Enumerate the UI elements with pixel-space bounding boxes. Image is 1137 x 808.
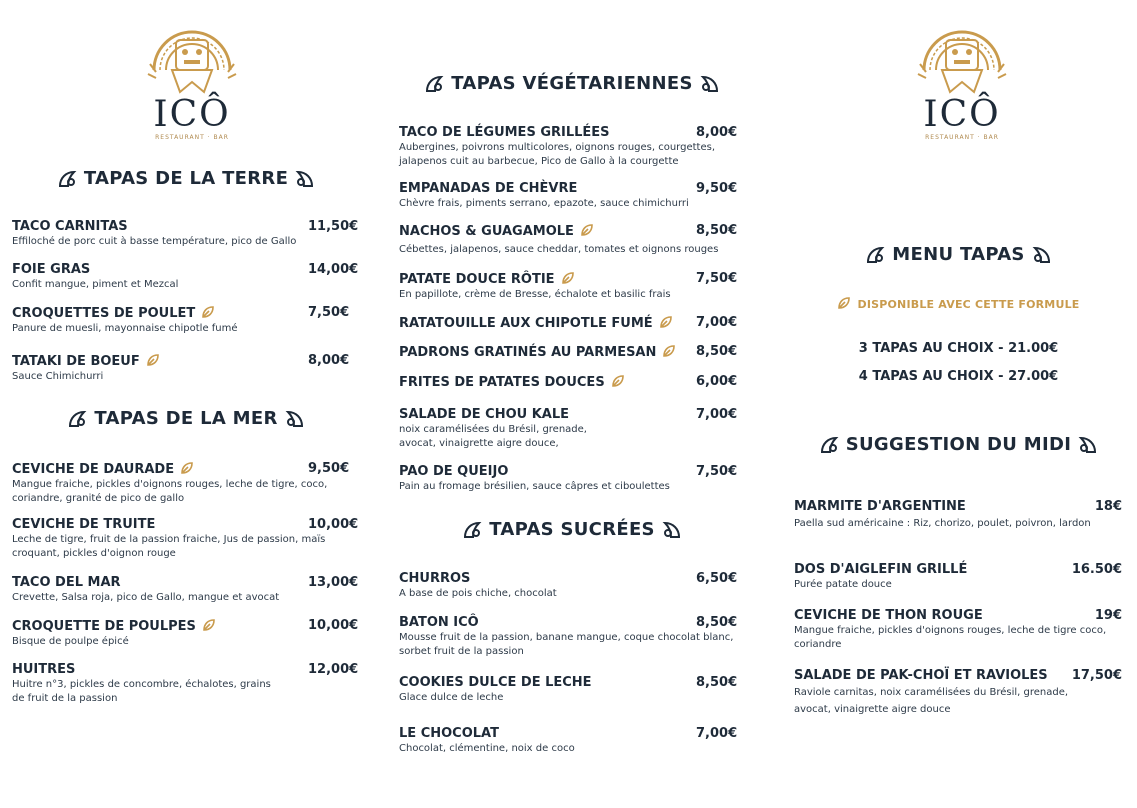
chili-ornament-icon: [864, 244, 886, 266]
item-desc: Crevette, Salsa roja, pico de Gallo, mangue et avocat: [12, 592, 280, 603]
section-title-sucrees: TAPAS SUCRÉES: [386, 519, 758, 541]
item-price: 12,00€: [308, 662, 359, 677]
menu-item: [399, 315, 744, 332]
item-desc: Effiloché de porc cuit à basse température, pico de Gallo: [12, 236, 297, 247]
item-desc: Aubergines, poivrons multicolores, oignons rouges, courgettes, jalapenos cuit au barbecue, Pico de Gallo à la courgette: [399, 142, 715, 167]
item-price: 7,00€: [696, 726, 738, 741]
item-name: FOIE GRAS: [12, 262, 91, 277]
item-desc: Huitre n°3, pickles de concombre, échalotes, grains de fruit de la passion: [12, 679, 271, 704]
item-price: 7,00€: [696, 407, 738, 422]
item-desc: Sauce Chimichurri: [12, 371, 104, 382]
chili-ornament-icon: [56, 168, 78, 190]
chili-ornament-icon: [661, 519, 683, 541]
item-price: 18€: [1094, 499, 1122, 514]
logo: [907, 12, 1017, 142]
item-price: 10,00€: [308, 618, 359, 633]
menu-item: [399, 344, 744, 361]
brand-tagline: RESTAURANT · BAR: [155, 134, 229, 141]
chili-ornament-icon: [1031, 244, 1053, 266]
menu-item: [12, 219, 359, 249]
inca-mask-logo-icon: [144, 12, 240, 98]
brand-name: ICÔ: [153, 94, 231, 135]
item-desc: Purée patate douce: [794, 579, 892, 590]
item-name: NACHOS & GUAGAMOLE: [399, 224, 574, 239]
item-price: 7,50€: [308, 305, 350, 320]
item-desc: Pain au fromage brésilien, sauce câpres et ciboulettes: [399, 481, 670, 492]
menu-item: [399, 675, 744, 705]
item-price: 7,50€: [696, 271, 738, 286]
menu-item: [794, 499, 1122, 532]
item-price: 7,50€: [696, 464, 738, 479]
item-desc: Paella sud américaine : Riz, chorizo, poulet, poivron, lardon: [794, 518, 1091, 529]
item-name: SALADE DE CHOU KALE: [399, 407, 570, 422]
menu-item: [399, 726, 744, 756]
item-name: CEVICHE DE TRUITE: [12, 517, 156, 532]
item-price: 7,00€: [696, 315, 738, 330]
tapas-choice: 3 TAPAS AU CHOIX - 21.00€: [858, 341, 1059, 356]
item-desc: Mangue fraiche, pickles d'oignons rouges, leche de tigre, coco, coriandre, granité de pico de gallo: [12, 479, 328, 504]
item-desc: Chèvre frais, piments serrano, epazote, sauce chimichurri: [399, 198, 689, 209]
chili-ornament-icon: [294, 168, 316, 190]
item-name: PATATE DOUCE RÔTIE: [399, 272, 555, 287]
section-title-midi: SUGGESTION DU MIDI: [780, 434, 1137, 456]
menu-item: [794, 562, 1122, 592]
item-desc: Leche de tigre, fruit de la passion fraiche, Jus de passion, maïs croquant, pickles d'oignon rouge: [12, 534, 326, 559]
menu-item: [12, 262, 359, 292]
section-title-vegetariennes: TAPAS VÉGÉTARIENNES: [386, 73, 758, 95]
menu-item: [794, 608, 1122, 652]
item-name: MARMITE D'ARGENTINE: [794, 499, 966, 514]
item-name: CEVICHE DE THON ROUGE: [794, 608, 983, 623]
menu-item: [12, 662, 359, 706]
item-price: 6,00€: [696, 374, 738, 389]
item-name: CHURROS: [399, 571, 471, 586]
item-desc: Mangue fraiche, pickles d'oignons rouges, leche de tigre coco, coriandre: [794, 625, 1107, 650]
menu-item: [12, 305, 352, 336]
formula-note: DISPONIBLE AVEC CETTE FORMULE: [780, 296, 1137, 311]
item-name: CROQUETTE DE POULPES: [12, 619, 196, 634]
item-name: EMPANADAS DE CHÈVRE: [399, 181, 578, 196]
item-name: CROQUETTES DE POULET: [12, 306, 196, 321]
item-name: TACO CARNITAS: [12, 219, 128, 234]
item-price: 13,00€: [308, 575, 359, 590]
menu-item: [399, 571, 744, 601]
menu-item: [12, 575, 359, 605]
vegetarian-leaf-icon: [202, 618, 216, 632]
menu-item: [399, 615, 744, 659]
item-price: 9,50€: [308, 461, 350, 476]
vegetarian-leaf-icon: [580, 223, 594, 237]
item-name: TACO DE LÉGUMES GRILLÉES: [399, 125, 610, 140]
menu-item: [399, 223, 744, 257]
menu-item: [399, 374, 744, 391]
menu-item: [12, 517, 359, 561]
menu-item: [12, 461, 352, 506]
item-desc: Bisque de poulpe épicé: [12, 636, 129, 647]
item-name: PAO DE QUEIJO: [399, 464, 509, 479]
item-price: 8,50€: [696, 344, 738, 359]
item-price: 11,50€: [308, 219, 359, 234]
item-price: 8,00€: [308, 353, 350, 368]
item-price: 14,00€: [308, 262, 359, 277]
item-price: 9,50€: [696, 181, 738, 196]
item-name: LE CHOCOLAT: [399, 726, 499, 741]
vegetarian-leaf-icon: [201, 305, 215, 319]
item-name: SALADE DE PAK-CHOÏ ET RAVIOLES: [794, 668, 1048, 683]
item-name: BATON ICÔ: [399, 615, 479, 630]
item-price: 16.50€: [1071, 562, 1122, 577]
item-name: TATAKI DE BOEUF: [12, 354, 140, 369]
logo: [137, 12, 247, 142]
menu-item: [399, 407, 744, 451]
chili-ornament-icon: [423, 73, 445, 95]
chili-ornament-icon: [818, 434, 840, 456]
item-price: 8,50€: [696, 615, 738, 630]
item-desc: Glace dulce de leche: [399, 692, 504, 703]
inca-mask-logo-icon: [914, 12, 1010, 98]
chili-ornament-icon: [699, 73, 721, 95]
menu-item: [399, 271, 744, 302]
item-price: 10,00€: [308, 517, 359, 532]
item-name: DOS D'AIGLEFIN GRILLÉ: [794, 562, 968, 577]
item-name: PADRONS GRATINÉS AU PARMESAN: [399, 345, 657, 360]
chili-ornament-icon: [461, 519, 483, 541]
section-title-terre: TAPAS DE LA TERRE: [0, 168, 372, 190]
menu-item: [399, 125, 744, 169]
tapas-choice: 4 TAPAS AU CHOIX - 27.00€: [858, 369, 1059, 384]
vegetarian-leaf-icon: [561, 271, 575, 285]
item-desc: En papillote, crème de Bresse, échalote et basilic frais: [399, 289, 671, 300]
vegetarian-leaf-icon: [659, 315, 673, 329]
item-price: 8,00€: [696, 125, 738, 140]
item-name: HUITRES: [12, 662, 76, 677]
menu-item: [794, 668, 1122, 718]
item-name: CEVICHE DE DAURADE: [12, 462, 175, 477]
item-name: COOKIES DULCE DE LECHE: [399, 675, 592, 690]
menu-item: [399, 464, 744, 494]
chili-ornament-icon: [1077, 434, 1099, 456]
item-name: FRITES DE PATATES DOUCES: [399, 375, 605, 390]
item-price: 8,50€: [696, 675, 738, 690]
chili-ornament-icon: [284, 408, 306, 430]
item-name: RATATOUILLE AUX CHIPOTLE FUMÉ: [399, 316, 653, 331]
item-name: TACO DEL MAR: [12, 575, 121, 590]
item-desc: Mousse fruit de la passion, banane mangue, coque chocolat blanc, sorbet fruit de la passion: [399, 632, 734, 657]
brand-name: ICÔ: [923, 94, 1001, 135]
vegetarian-leaf-icon: [837, 296, 851, 310]
item-desc: Cébettes, jalapenos, sauce cheddar, tomates et oignons rouges: [399, 244, 719, 255]
menu-item: [399, 181, 744, 211]
menu-item: [12, 353, 352, 384]
section-title-menu-tapas: MENU TAPAS: [780, 244, 1137, 266]
item-price: 17,50€: [1071, 668, 1122, 683]
item-desc: Chocolat, clémentine, noix de coco: [399, 743, 575, 754]
item-desc: Raviole carnitas, noix caramélisées du Brésil, grenade, avocat, vinaigrette aigre douce: [794, 687, 1069, 715]
vegetarian-leaf-icon: [611, 374, 625, 388]
brand-tagline: RESTAURANT · BAR: [925, 134, 999, 141]
vegetarian-leaf-icon: [180, 461, 194, 475]
item-desc: Panure de muesli, mayonnaise chipotle fumé: [12, 323, 238, 334]
item-price: 19€: [1094, 608, 1122, 623]
item-desc: Confit mangue, piment et Mezcal: [12, 279, 179, 290]
item-desc: noix caramélisées du Brésil, grenade, avocat, vinaigrette aigre douce,: [399, 424, 587, 449]
vegetarian-leaf-icon: [662, 344, 676, 358]
vegetarian-leaf-icon: [146, 353, 160, 367]
chili-ornament-icon: [66, 408, 88, 430]
item-price: 8,50€: [696, 223, 738, 238]
section-title-mer: TAPAS DE LA MER: [0, 408, 372, 430]
item-desc: A base de pois chiche, chocolat: [399, 588, 557, 599]
menu-item: [12, 618, 359, 649]
item-price: 6,50€: [696, 571, 738, 586]
